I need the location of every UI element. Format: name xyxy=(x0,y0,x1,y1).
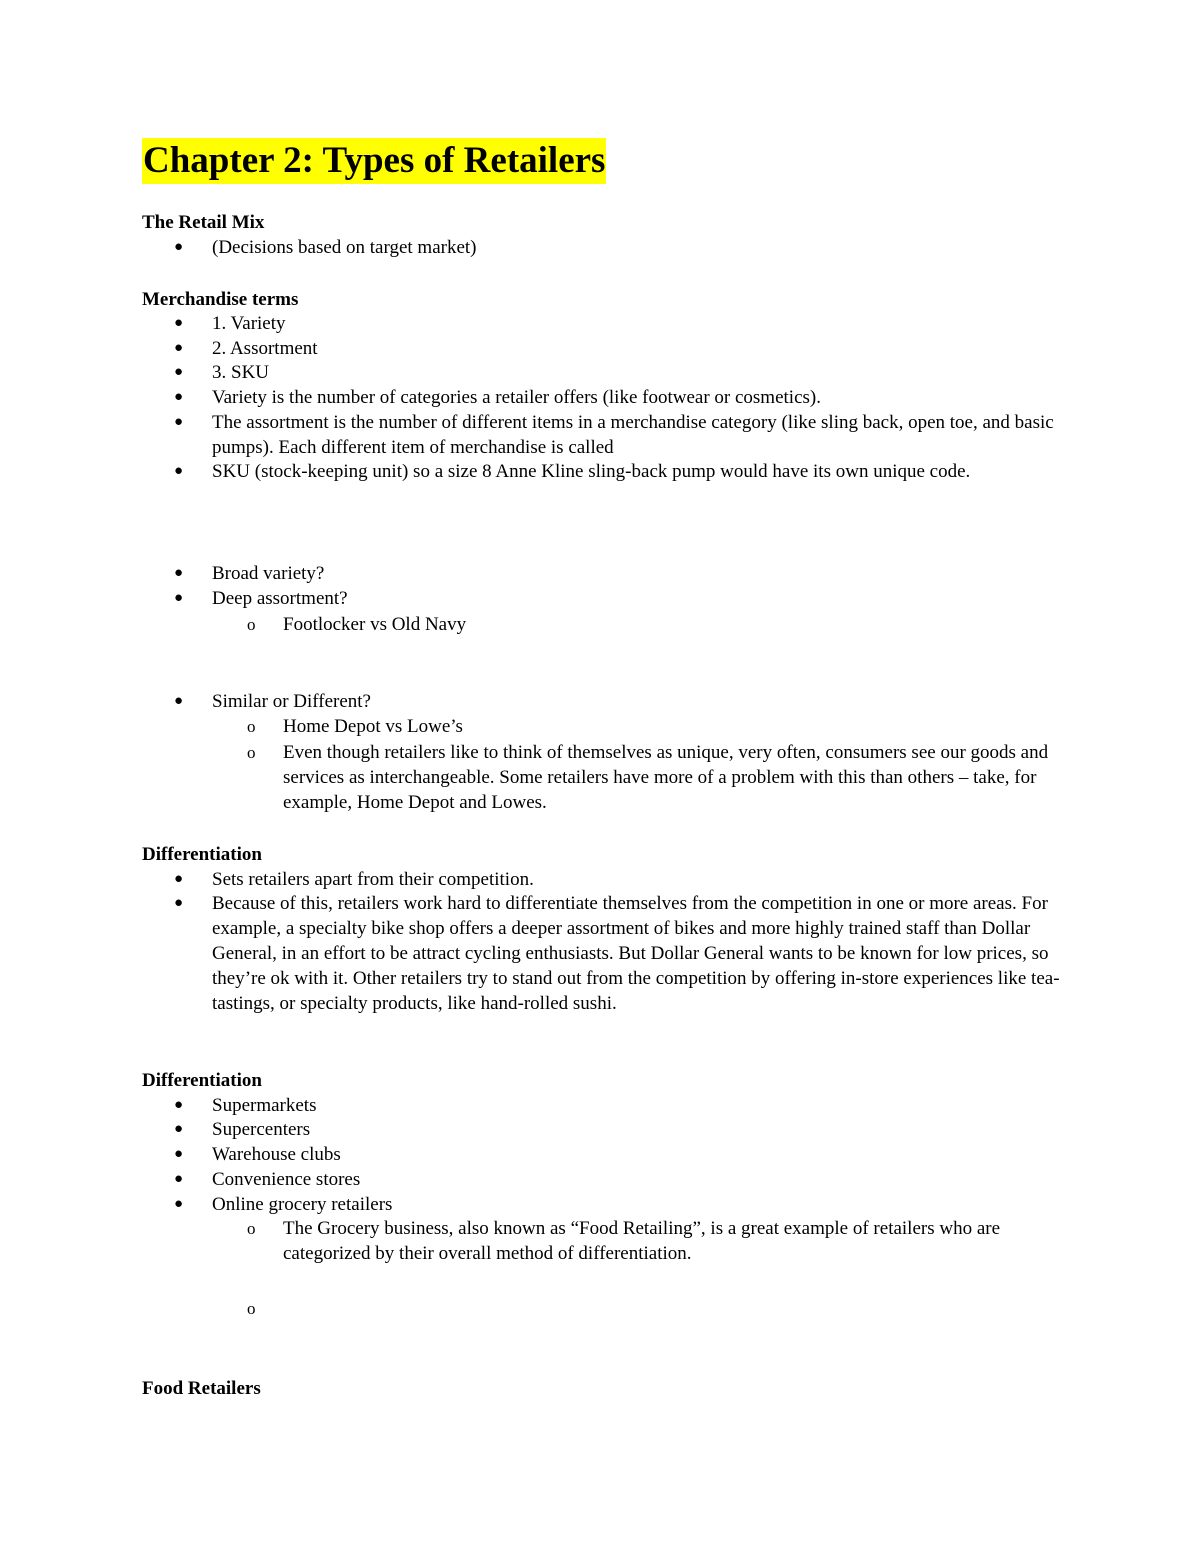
bullet-icon: ● xyxy=(174,565,184,581)
bullet-icon: ● xyxy=(174,315,184,331)
sub-list-item: o Even though retailers like to think of themselves as unique, very often, consumers see our goods and services as interchangeable. Some retailers have more of a problem with this than others – take, for example, Home Depot and Lowes. xyxy=(247,742,1049,813)
list-item: ● Deep assortment? xyxy=(174,588,348,609)
bullet-icon: ● xyxy=(174,895,184,911)
list-item: ● Supercenters xyxy=(174,1119,311,1140)
list-item: ● SKU (stock-keeping unit) so a size 8 Anne Kline sling-back pump would have its own unique code. xyxy=(174,461,971,482)
list-item: ● Convenience stores xyxy=(174,1169,361,1190)
list-item: ● Variety is the number of categories a retailer offers (like footwear or cosmetics). xyxy=(174,387,821,408)
circle-bullet-icon: o xyxy=(247,1219,256,1238)
bullet-icon: ● xyxy=(174,871,184,887)
list-item: ● Similar or Different? xyxy=(174,691,371,712)
list-item: ● 2. Assortment xyxy=(174,338,318,359)
bullet-icon: ● xyxy=(174,414,184,430)
bullet-icon: ● xyxy=(174,340,184,356)
bullet-icon: ● xyxy=(174,389,184,405)
list-item: ● Sets retailers apart from their competition. xyxy=(174,869,534,890)
circle-bullet-icon: o xyxy=(247,743,256,762)
sub-list-item: o Footlocker vs Old Navy xyxy=(247,614,467,635)
section-heading-differentiation: Differentiation xyxy=(142,1070,262,1091)
sub-list-item: o Home Depot vs Lowe’s xyxy=(247,716,463,737)
bullet-icon: ● xyxy=(174,693,184,709)
bullet-icon: ● xyxy=(174,1171,184,1187)
list-item: ● Because of this, retailers work hard to differentiate themselves from the competition in one or more areas. For example, a specialty bike shop offers a deeper assortment of bikes and more highly trained staff than Dollar General, in an effort to be attract cycling enthusiasts. But Dollar General wants to be known for low prices, so they’re ok with it. Other retailers try to stand out from the competition by offering in-store experiences like tea-tastings, or specialty products, like hand-rolled sushi. xyxy=(174,893,1060,1014)
bullet-icon: ● xyxy=(174,1196,184,1212)
bullet-icon: ● xyxy=(174,463,184,479)
list-item: ● Warehouse clubs xyxy=(174,1144,341,1165)
circle-bullet-icon: o xyxy=(247,717,256,736)
circle-bullet-icon: o xyxy=(247,615,256,634)
section-heading-merchandise-terms: Merchandise terms xyxy=(142,289,299,310)
section-heading-retail-mix: The Retail Mix xyxy=(142,212,265,233)
bullet-icon: ● xyxy=(174,1146,184,1162)
list-item: ● (Decisions based on target market) xyxy=(174,237,477,258)
list-item: ● 3. SKU xyxy=(174,362,270,383)
list-item: ● Broad variety? xyxy=(174,563,325,584)
list-item: ● Online grocery retailers xyxy=(174,1194,393,1215)
circle-bullet-icon: o xyxy=(247,1299,256,1318)
page-title: Chapter 2: Types of Retailers xyxy=(142,138,606,184)
list-item: ● Supermarkets xyxy=(174,1095,317,1116)
list-item: ● 1. Variety xyxy=(174,313,286,334)
bullet-icon: ● xyxy=(174,590,184,606)
section-heading-differentiation: Differentiation xyxy=(142,844,262,865)
section-heading-food-retailers: Food Retailers xyxy=(142,1378,261,1399)
bullet-icon: ● xyxy=(174,364,184,380)
list-item: ● The assortment is the number of different items in a merchandise category (like sling back, open toe, and basic pumps). Each different item of merchandise is called xyxy=(174,412,1054,458)
sub-list-item: o The Grocery business, also known as “Food Retailing”, is a great example of retailers who are categorized by their overall method of differentiation. xyxy=(247,1218,1001,1264)
bullet-icon: ● xyxy=(174,1121,184,1137)
bullet-icon: ● xyxy=(174,239,184,255)
bullet-icon: ● xyxy=(174,1097,184,1113)
